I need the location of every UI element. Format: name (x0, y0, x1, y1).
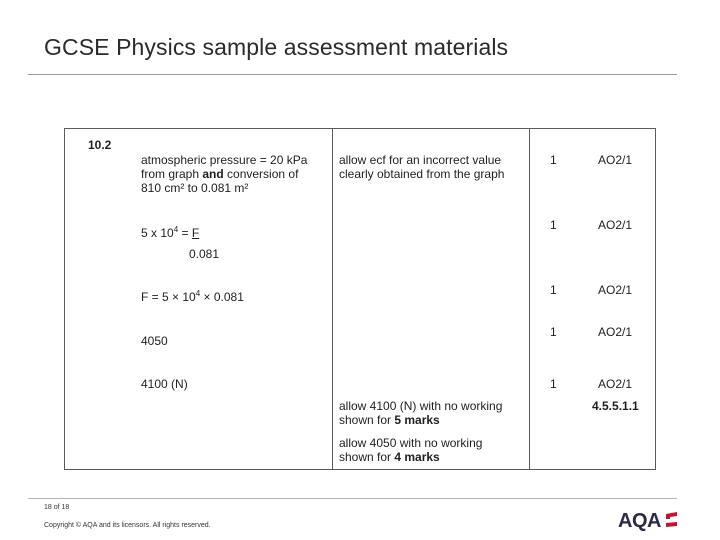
column-divider-extra-info (529, 128, 530, 470)
answer-equation (141, 226, 199, 240)
extra-info-line-1: allow ecf for an incorrect value (339, 153, 502, 167)
answer-line-2 (141, 167, 298, 181)
footer-divider (28, 498, 677, 499)
equation-exponent: 4 (195, 289, 201, 298)
copyright-notice: Copyright © AQA and its licensors. All rights reserved. (44, 522, 211, 529)
extra-info-line-3: allow 4050 with no working (339, 436, 483, 450)
mark-value: 1 (550, 377, 557, 391)
ao-value: AO2/1 (598, 283, 633, 297)
fraction-numerator: F (191, 226, 200, 240)
equation-prefix: 5 x 10 (141, 226, 174, 240)
answer-equation (141, 290, 244, 304)
question-number: 10.2 (88, 138, 112, 152)
answer-line-3: 810 cm² to 0.081 m² (141, 181, 249, 195)
mark-value: 1 (550, 325, 557, 339)
mark-value: 1 (550, 153, 557, 167)
equation-prefix: F = 5 × 10 (141, 290, 196, 304)
logo-text: AQA (618, 510, 661, 532)
equation-suffix: × 0.081 (200, 290, 244, 304)
logo-mark-icon (664, 512, 678, 530)
slide-title: GCSE Physics sample assessment materials (44, 34, 509, 60)
extra-info-line-1: allow 4100 (N) with no working (339, 399, 503, 413)
aqa-logo (618, 510, 661, 533)
answer-line-1: atmospheric pressure = 20 kPa (141, 153, 308, 167)
page-number: 18 of 18 (44, 504, 70, 511)
equation-exponent: 4 (173, 225, 179, 234)
answer-value: 4050 (141, 334, 168, 348)
ao-value: AO2/1 (598, 218, 633, 232)
title-divider (28, 74, 677, 75)
spec-reference: 4.5.5.1.1 (592, 399, 639, 413)
answer-line-2-text: from graph and conversion of (141, 167, 299, 181)
mark-value: 1 (550, 218, 557, 232)
equation-equals: = (178, 226, 192, 240)
extra-info-line-2: shown for 5 marks (339, 413, 440, 427)
column-divider-answer (332, 128, 333, 470)
extra-info-line-4: shown for 4 marks (339, 450, 440, 464)
answer-value: 4100 (N) (141, 377, 188, 391)
ao-value: AO2/1 (598, 377, 633, 391)
ao-value: AO2/1 (598, 153, 633, 167)
fraction-denominator: 0.081 (189, 247, 220, 261)
ao-value: AO2/1 (598, 325, 633, 339)
extra-info-line-2: clearly obtained from the graph (339, 167, 505, 181)
mark-value: 1 (550, 283, 557, 297)
